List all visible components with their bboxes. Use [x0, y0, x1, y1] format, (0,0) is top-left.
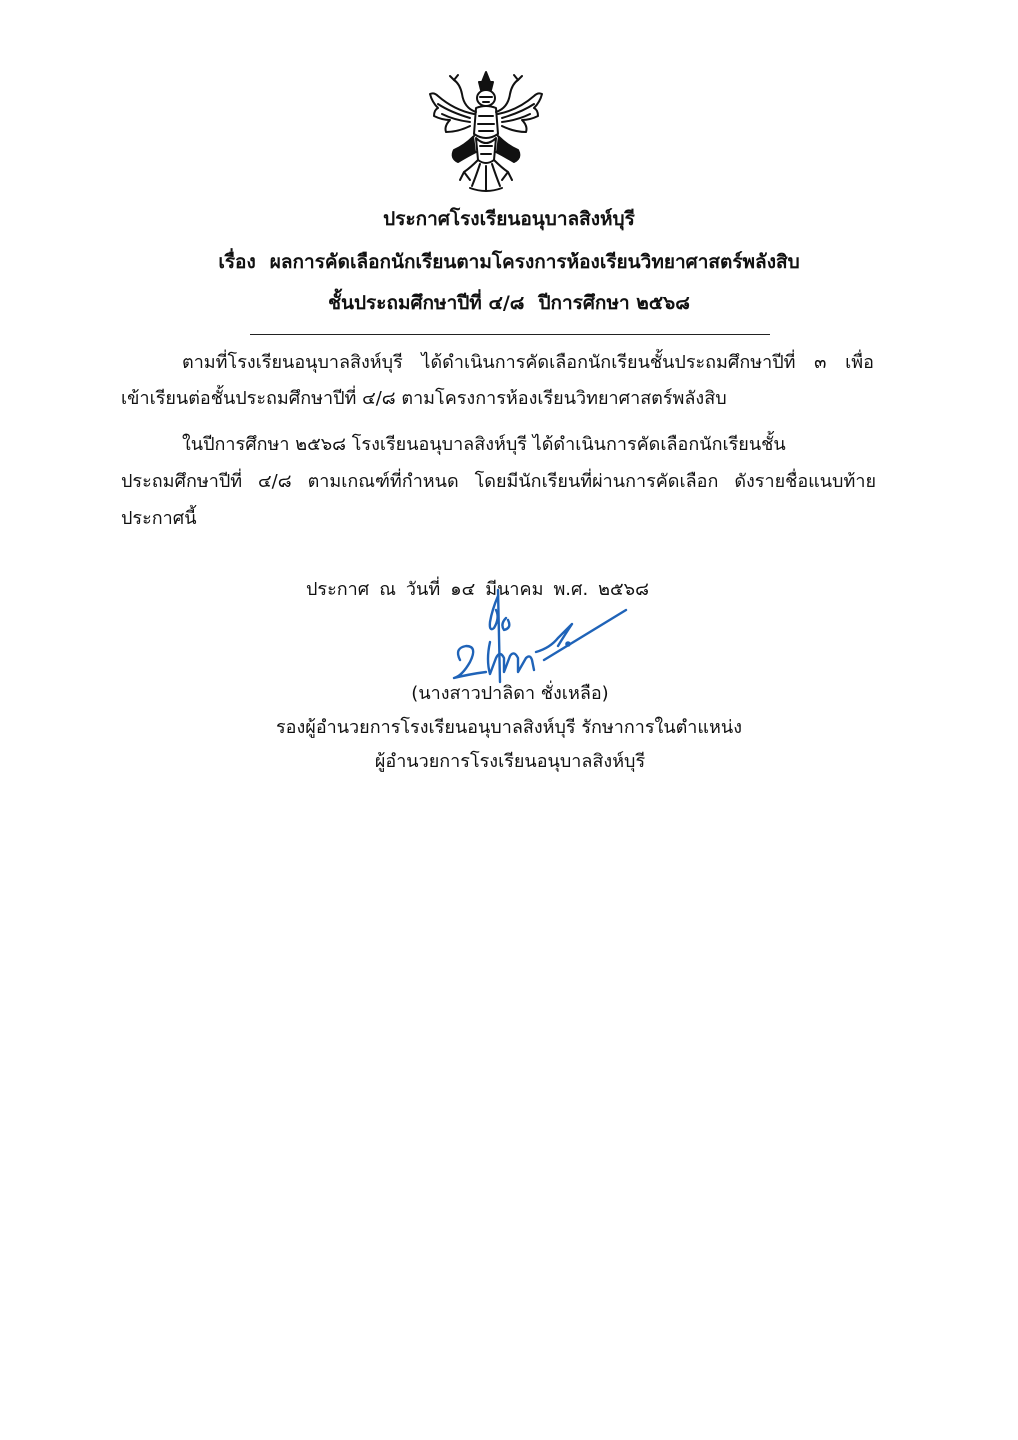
paragraph-2-line-3: ประกาศนี้: [121, 508, 197, 529]
announcement-level-year: [0, 290, 1018, 316]
announcement-subject: [0, 249, 1018, 275]
heading-divider: [250, 334, 770, 335]
paragraph-2-line-1: ในปีการศึกษา ๒๕๖๘ โรงเรียนอนุบาลสิงห์บุรี ได้ดำเนินการคัดเลือกนักเรียนชั้น: [182, 434, 786, 455]
handwritten-signature: [440, 588, 630, 688]
paragraph-1-line-2: เข้าเรียนต่อชั้นประถมศึกษาปีที่ ๔/๘ ตามโครงการห้องเรียนวิทยาศาสตร์พลังสิบ: [121, 388, 727, 409]
subject-text: ผลการคัดเลือกนักเรียนตามโครงการห้องเรียนวิทยาศาสตร์พลังสิบ: [269, 251, 800, 273]
signatory-position-line-2: ผู้อำนวยการโรงเรียนอนุบาลสิงห์บุรี: [374, 751, 646, 772]
day-label: วันที่: [405, 579, 441, 600]
academic-year: ปีการศึกษา ๒๕๖๘: [538, 292, 690, 314]
signatory-position-line-1: รองผู้อำนวยการโรงเรียนอนุบาลสิงห์บุรี รักษาการในตำแหน่ง: [276, 717, 742, 738]
announce-at: ณ: [379, 579, 396, 600]
subject-label: เรื่อง: [218, 251, 256, 273]
announce-prefix: ประกาศ: [306, 579, 370, 600]
paragraph-2-line-2: ประถมศึกษาปีที่ ๔/๘ ตามเกณฑ์ที่กำหนด โดยมีนักเรียนที่ผ่านการคัดเลือก ดังรายชื่อแนบท้าย: [121, 471, 876, 492]
garuda-emblem-icon: [424, 68, 548, 196]
era-label: พ.ศ.: [553, 579, 589, 600]
day-value: ๑๔: [450, 579, 476, 600]
year-value: ๒๕๖๘: [598, 579, 649, 600]
paragraph-1-line-1: ตามที่โรงเรียนอนุบาลสิงห์บุรี ได้ดำเนินการคัดเลือกนักเรียนชั้นประถมศึกษาปีที่ ๓ เพื่อ: [182, 352, 874, 373]
signatory-name: (นางสาวปาลิดา ชั่งเหลือ): [411, 683, 609, 704]
grade-level: ชั้นประถมศึกษาปีที่ ๔/๘: [328, 292, 525, 314]
month-value: มีนาคม: [485, 579, 544, 600]
announcement-title: ประกาศโรงเรียนอนุบาลสิงห์บุรี: [383, 208, 635, 230]
